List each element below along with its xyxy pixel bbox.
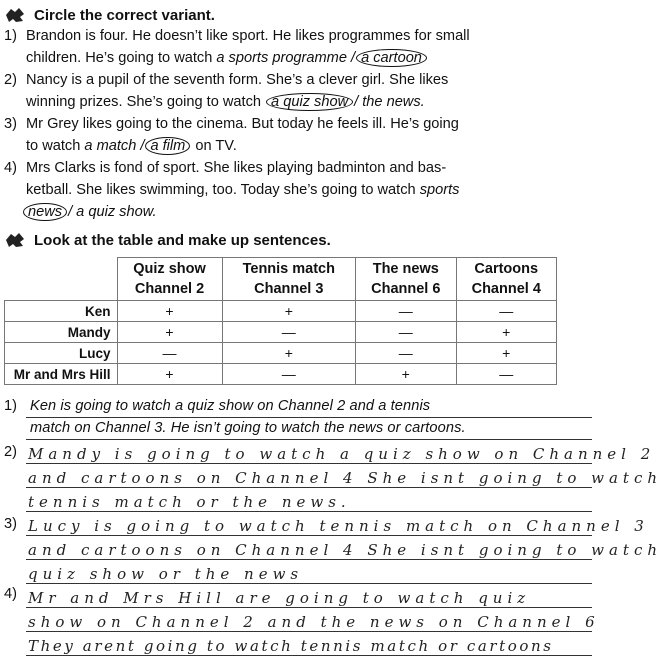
row-name: Mandy: [5, 322, 118, 343]
row-name: Ken: [5, 301, 118, 322]
row-name: Lucy: [5, 343, 118, 364]
answer-number: 3): [4, 516, 17, 532]
option-not-chosen: / the news.: [354, 94, 425, 110]
item-number: 4): [4, 160, 17, 176]
answer-1: [4, 396, 594, 442]
item-text: winning prizes. She’s going to watch: [26, 94, 266, 110]
column-header: [456, 258, 557, 301]
exercise1-item-2: [4, 69, 594, 113]
answer-4: [4, 584, 600, 658]
circled-option: a film: [145, 137, 190, 155]
option-not-chosen: / a quiz show.: [68, 204, 157, 220]
answer-handwriting: and cartoons on Channel 4 She isnt going to watch: [28, 469, 662, 487]
item-number: 2): [4, 72, 17, 88]
row-name: Mr and Mrs Hill: [5, 364, 118, 385]
table-cell: —: [456, 364, 557, 385]
table-cell: —: [117, 343, 222, 364]
exercise1-item-4-cont: [0, 201, 590, 223]
answer-handwriting: Mandy is going to watch a quiz show on Channel 2: [28, 445, 656, 463]
answer-number: 4): [4, 586, 17, 602]
table-cell: +: [222, 301, 355, 322]
column-header-line: Cartoons: [474, 261, 539, 277]
tv-schedule-table: [4, 257, 557, 385]
answer-line: Ken is going to watch a quiz show on Channel 2 and a tennis: [30, 398, 431, 414]
column-header-line: Channel 2: [134, 281, 205, 297]
option-not-chosen: a match /: [84, 138, 145, 154]
item-line: [26, 135, 594, 157]
table-cell: —: [456, 301, 557, 322]
answer-line: match on Channel 3. He isn’t going to watch the news or cartoons.: [30, 420, 466, 436]
table-cell: +: [456, 343, 557, 364]
column-header: [117, 258, 222, 301]
exercise2-heading-text: Look at the table and make up sentences.: [34, 231, 331, 249]
column-header-line: Channel 4: [471, 281, 541, 297]
table-cell: —: [356, 343, 456, 364]
column-header-line: The news: [372, 261, 439, 277]
item-line: Brandon is four. He doesn’t like sport. He likes programmes for small: [26, 28, 470, 44]
item-text: ketball. She likes swimming, too. Today she’s going to watch: [26, 182, 420, 198]
puzzle-icon: [4, 6, 26, 24]
table-row: [5, 322, 557, 343]
circled-option: news: [23, 203, 67, 221]
circled-option: a cartoon: [356, 49, 427, 67]
answer-3: [4, 512, 662, 584]
answer-handwriting: They arent going to watch tennis match or cartoons: [28, 637, 554, 655]
answer-handwriting: quiz show or the news: [28, 565, 304, 583]
exercise1-item-3: [4, 113, 594, 157]
circled-option: a quiz show: [266, 93, 353, 111]
table-cell: +: [117, 364, 222, 385]
answer-handwriting: tennis match or the news.: [28, 493, 351, 511]
exercise1-heading: [4, 6, 215, 24]
item-text: on TV.: [191, 138, 237, 154]
item-text: children. He’s going to watch: [26, 50, 217, 66]
exercise1-item-1: [4, 25, 594, 69]
answer-handwriting: Mr and Mrs Hill are going to watch quiz: [28, 589, 531, 607]
answer-2: [4, 440, 662, 512]
exercise2-heading: [4, 231, 331, 249]
item-line: [26, 91, 594, 113]
answer-number: 2): [4, 444, 17, 460]
item-line: Mr Grey likes going to the cinema. But today he feels ill. He’s going: [26, 116, 459, 132]
item-line: Nancy is a pupil of the seventh form. She’s a clever girl. She likes: [26, 72, 449, 88]
item-text: to watch: [26, 138, 85, 154]
column-header-line: Quiz show: [133, 261, 206, 277]
exercise1-heading-text: Circle the correct variant.: [34, 6, 215, 24]
table-cell: +: [356, 364, 456, 385]
table-cell: —: [356, 301, 456, 322]
item-line: Mrs Clarks is fond of sport. She likes playing badminton and bas-: [26, 160, 447, 176]
answer-number: 1): [4, 398, 17, 414]
table-cell: —: [356, 322, 456, 343]
table-cell: +: [117, 322, 222, 343]
table-cell: —: [222, 322, 355, 343]
table-cell: —: [222, 364, 355, 385]
item-line: [26, 179, 594, 201]
column-header-line: Channel 3: [254, 281, 324, 297]
column-header-line: Channel 6: [371, 281, 441, 297]
table-row: [5, 364, 557, 385]
answer-handwriting: show on Channel 2 and the news on Channel 6: [28, 613, 600, 631]
answer-handwriting: Lucy is going to watch tennis match on Channel 3: [28, 517, 649, 535]
table-cell: +: [117, 301, 222, 322]
option-not-chosen: a sports programme /: [216, 50, 356, 66]
column-header: [356, 258, 456, 301]
table-row: [5, 343, 557, 364]
item-number: 1): [4, 28, 17, 44]
puzzle-icon: [4, 231, 26, 249]
answer-handwriting: and cartoons on Channel 4 She isnt going to watch: [28, 541, 662, 559]
option-text: sports: [419, 182, 460, 198]
table-corner: [5, 258, 118, 301]
table-header-row: [5, 258, 557, 301]
table-cell: +: [456, 322, 557, 343]
column-header-line: Tennis match: [242, 261, 335, 277]
table-cell: +: [222, 343, 355, 364]
item-number: 3): [4, 116, 17, 132]
item-line: [22, 201, 157, 223]
table-row: [5, 301, 557, 322]
item-line: [26, 47, 594, 69]
column-header: [222, 258, 355, 301]
